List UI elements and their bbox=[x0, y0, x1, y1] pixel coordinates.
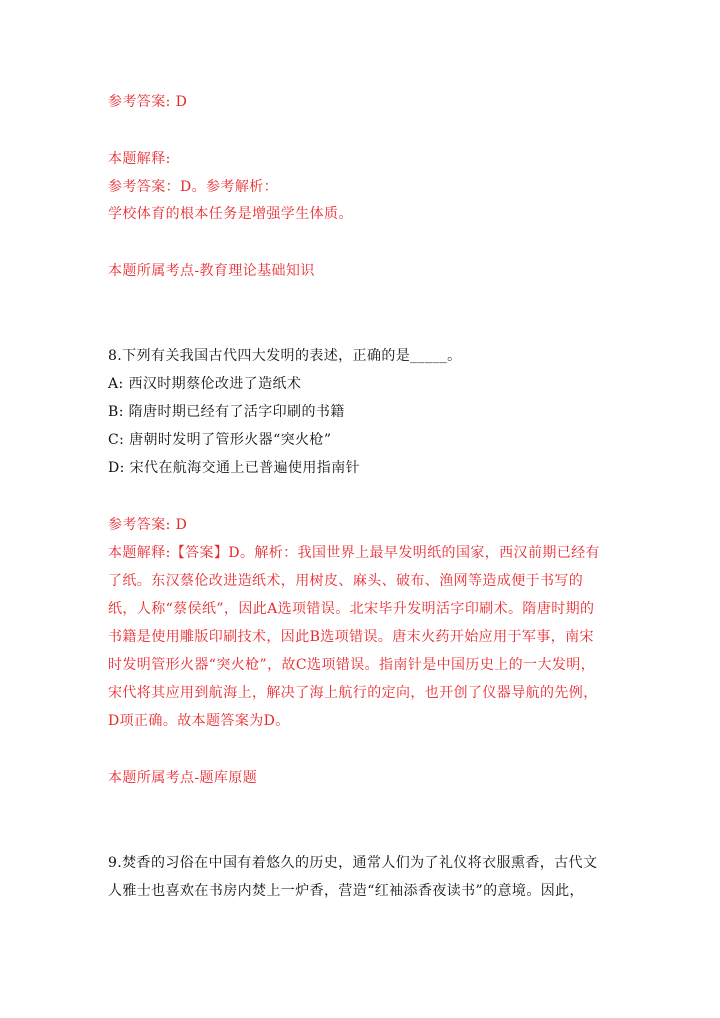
topic-7: 本题所属考点-教育理论基础知识 bbox=[108, 263, 315, 279]
explanation-8-line-5: 时发明管形火器“突火枪”，故C选项错误。指南针是中国历史上的一大发明， bbox=[108, 657, 596, 673]
question-8-option-b: B: 隋唐时期已经有了活字印刷的书籍 bbox=[108, 404, 345, 420]
topic-8: 本题所属考点-题库原题 bbox=[108, 770, 258, 786]
answer-7: 参考答案: D bbox=[108, 94, 188, 110]
question-8-option-d: D: 宋代在航海交通上已普遍使用指南针 bbox=[108, 460, 360, 476]
explanation-8-line-7: D项正确。故本题答案为D。 bbox=[108, 713, 290, 729]
explanation-text-7: 学校体育的根本任务是增强学生体质。 bbox=[108, 206, 353, 222]
explanation-8-line-3: 纸，人称“蔡侯纸”，因此A选项错误。北宋毕升发明活字印刷术。隋唐时期的 bbox=[108, 601, 595, 617]
question-8-stem: 8.下列有关我国古代四大发明的表述，正确的是_____。 bbox=[108, 348, 462, 364]
question-8-option-a: A: 西汉时期蔡伦改进了造纸术 bbox=[108, 376, 302, 392]
question-8-option-c: C: 唐朝时发明了管形火器“突火枪” bbox=[108, 432, 332, 448]
explanation-answer-7: 参考答案：D。参考解析： bbox=[108, 179, 279, 195]
explanation-8-line-6: 宋代将其应用到航海上，解决了海上航行的定向，也开创了仪器导航的先例， bbox=[108, 685, 598, 701]
question-9-line-2: 人雅士也喜欢在书房内焚上一炉香，营造“红袖添香夜读书”的意境。因此， bbox=[108, 883, 584, 899]
explanation-8-line-2: 了纸。东汉蔡伦改进造纸术，用树皮、麻头、破布、渔网等造成便于书写的 bbox=[108, 573, 584, 589]
question-9-line-1: 9.焚香的习俗在中国有着悠久的历史，通常人们为了礼仪将衣服熏香，古代文 bbox=[108, 855, 598, 871]
explanation-8-line-1: 本题解释:【答案】D。解析：我国世界上最早发明纸的国家，西汉前期已经有 bbox=[108, 545, 600, 561]
answer-8: 参考答案: D bbox=[108, 517, 188, 533]
explanation-label-7: 本题解释: bbox=[108, 151, 171, 167]
explanation-8-line-4: 书籍是使用雕版印刷技术，因此B选项错误。唐末火药开始应用于军事，南宋 bbox=[108, 629, 594, 645]
